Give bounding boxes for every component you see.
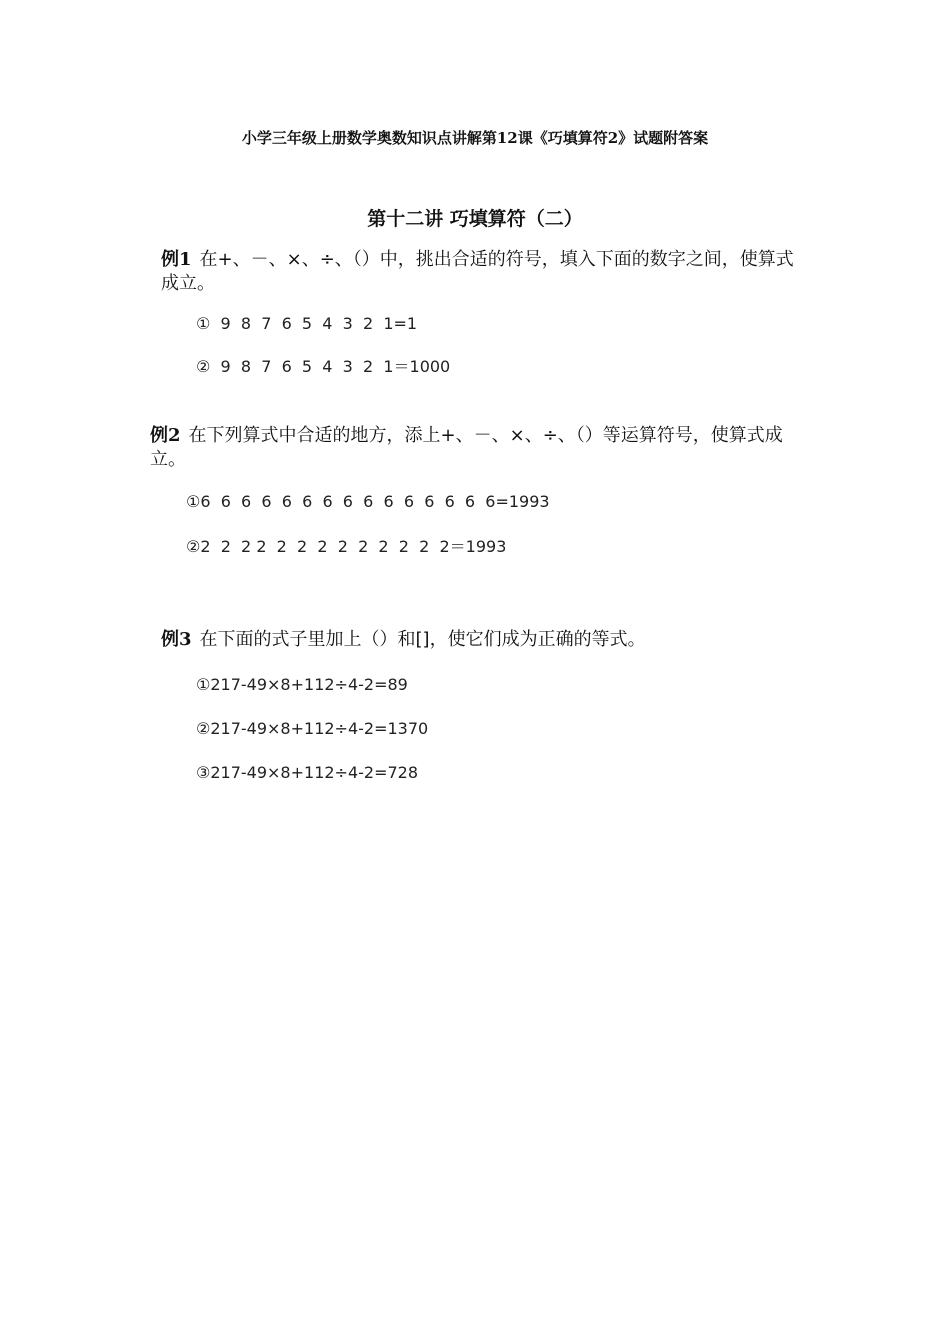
- example-1-item-1: ① 9 8 7 6 5 4 3 2 1=1: [196, 314, 418, 333]
- example-1-text: 在+、－、×、÷、（）中，挑出合适的符号，填入下面的数字之间，使算式成立。: [161, 249, 794, 294]
- example-1: [161, 248, 811, 296]
- example-3-item-1: ①217-49×8+112÷4-2=89: [196, 675, 408, 694]
- lecture-title: 第十二讲 巧填算符（二）: [367, 208, 583, 230]
- example-2-item-2: ②2 2 2 2 2 2 2 2 2 2 2 2 2＝1993: [186, 537, 507, 556]
- example-3-item-3: ③217-49×8+112÷4-2=728: [196, 763, 419, 782]
- example-2: [150, 424, 815, 472]
- example-3-label: 例3: [161, 629, 192, 650]
- example-2-item-1: ①6 6 6 6 6 6 6 6 6 6 6 6 6 6 6=1993: [186, 492, 550, 511]
- example-3-item-2: ②217-49×8+112÷4-2=1370: [196, 719, 429, 738]
- example-3-text: 在下面的式子里加上（）和[]，使它们成为正确的等式。: [199, 629, 646, 650]
- example-2-label: 例2: [150, 425, 181, 446]
- example-3: [161, 628, 811, 652]
- example-1-item-2: ② 9 8 7 6 5 4 3 2 1＝1000: [196, 357, 451, 376]
- document-title: 小学三年级上册数学奥数知识点讲解第12课《巧填算符2》试题附答案: [241, 129, 709, 147]
- example-2-text: 在下列算式中合适的地方，添上+、－、×、÷、（）等运算符号，使算式成立。: [150, 425, 783, 470]
- example-1-label: 例1: [161, 249, 192, 270]
